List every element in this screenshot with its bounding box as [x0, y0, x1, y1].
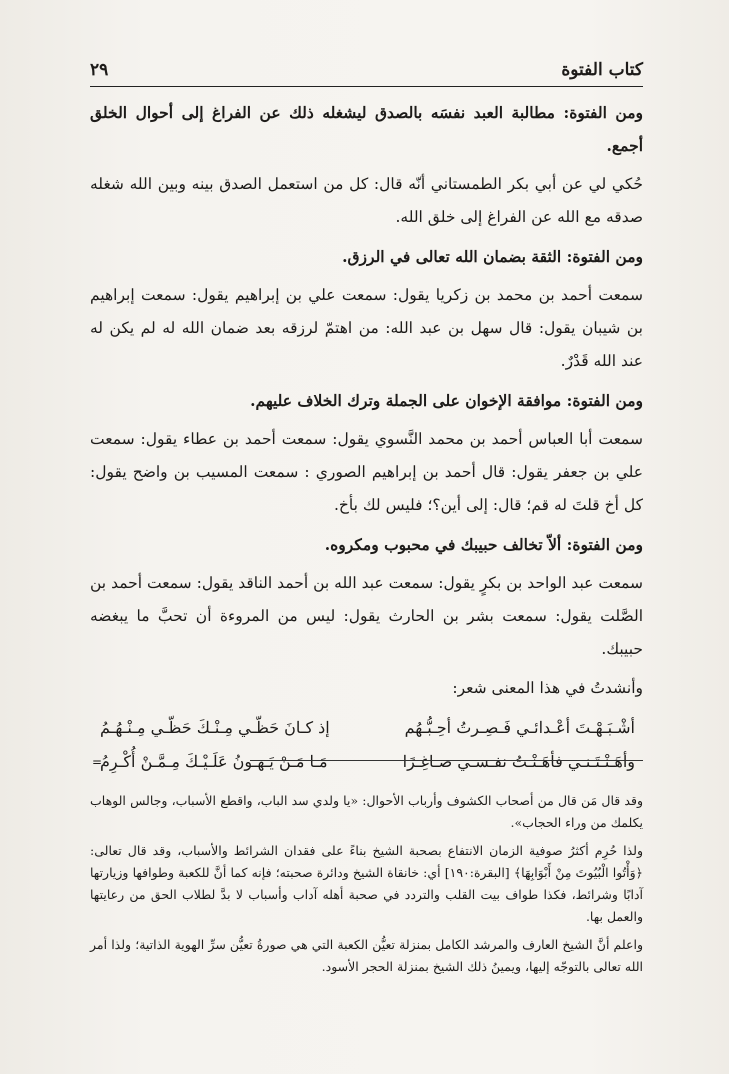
footnotes	[90, 790, 643, 984]
page-number: ٢٩	[90, 60, 109, 80]
footnote-paragraph: ولذا حُرِم أكثرُ صوفية الزمان الانتفاع بصحبة الشيخ بناءً على فقدان الشرائط والأسباب، وقد قال تعالى: ﴿وَأْتُوا الْبُيُوتَ مِنْ أَبْوَابِهَا﴾ [البقرة:١٩٠] أي: خانقاة الشيخ ودائرة صحبته؛ فإنه كما أنَّ للكعبة وطوافها وزيارتها آدابًا وشرائط، فكذا طواف بيت القلب والتردد في صحبة أهله آداب وأسباب لا بدَّ لطلاب الحق من رعايتها والعمل بها.	[90, 843, 643, 924]
footnote-continuation-marker: =	[92, 755, 103, 769]
section-heading: ومن الفتوة: موافقة الإخوان على الجملة وترك الخلاف عليهم.	[250, 391, 643, 410]
footnote-divider	[250, 760, 643, 761]
narration-paragraph: سمعت أحمد بن محمد بن زكريا يقول: سمعت علي بن إبراهيم يقول: سمعت إبراهيم بن شيبان يقول: قال سهل بن عبد الله: من اهتمّ لرزقه بعد ضمان الله له لم يكن له عند الله قَدْرٌ.	[90, 286, 643, 370]
footnote-paragraph: وقد قال مَن قال من أصحاب الكشوف وأرباب الأحوال: «يا ولدي سد الباب، واقطع الأسباب، وجالس الوهاب يكلمك من وراء الحجاب».	[90, 793, 643, 830]
section-heading: ومن الفتوة: الثقة بضمان الله تعالى في الرزق.	[342, 247, 643, 266]
section-heading: ومن الفتوة: مطالبة العبد نفسَه بالصدق ليشغله ذلك عن الفراغ إلى أحوال الخلق أجمع.	[90, 103, 643, 155]
footnote-paragraph: واعلم أنَّ الشيخ العارف والمرشد الكامل بمنزلة تعيُّن الكعبة التي هي صورةُ تعيُّن سرِّ الهوية الذاتية؛ ولذا أمر الله تعالى بالتوجّه إليها، ويمينُ ذلك الشيخ بمنزلة الحجر الأسود.	[90, 937, 643, 974]
narration-paragraph: حُكي لي عن أبي بكر الطمستاني أنّه قال: كل من استعمل الصدق بينه وبين الله شغله صدقه مع الله عن الفراغ إلى خلق الله.	[90, 175, 643, 226]
poem-verse	[90, 711, 643, 745]
verse-first-hemistich: أشْـبَـهْـتَ أعْـدائـي فَـصِـرتُ أحِـبُّـهُم	[404, 718, 635, 737]
main-text	[90, 96, 643, 779]
narration-paragraph: سمعت أبا العباس أحمد بن محمد النَّسوي يقول: سمعت أحمد بن عطاء يقول: سمعت علي بن جعفر يقول: قال أحمد بن إبراهيم الصوري : سمعت المسيب بن واضح يقول: كل أخ قلتَ له قم؛ قال: إلى أين؟؛ فليس لك بأخ.	[90, 430, 643, 514]
poem-intro: وأنشدتُ في هذا المعنى شعر:	[452, 679, 643, 697]
header-divider	[90, 86, 643, 87]
verse-second-hemistich: إذ كـانَ حَظّـي مِـنْـكَ حَظّـي مِـنْـهُـمُ	[100, 718, 330, 737]
poem-verse	[90, 745, 643, 779]
verse-second-hemistich: مَـا مَـنْ يَـهـونُ عَلَـيْـكَ مِـمَّـنْ أُكْـرِمُ	[100, 752, 328, 771]
running-header	[90, 58, 643, 86]
section-heading: ومن الفتوة: ألاّ تخالف حبيبك في محبوب ومكروه.	[324, 535, 643, 554]
narration-paragraph: سمعت عبد الواحد بن بكرٍ يقول: سمعت عبد الله بن أحمد الناقد يقول: سمعت أحمد بن الصَّلت يقول: سمعت بشر بن الحارث يقول: ليس من المروءة أن تحبَّ ما يبغضه حبيبك.	[90, 574, 643, 658]
verse-first-hemistich: وأهَـنْـتَـنـي فأهَـنْـتُ نفـسـي صـاغِـرًا	[402, 752, 635, 771]
book-title: كتاب الفتوة	[561, 60, 643, 80]
